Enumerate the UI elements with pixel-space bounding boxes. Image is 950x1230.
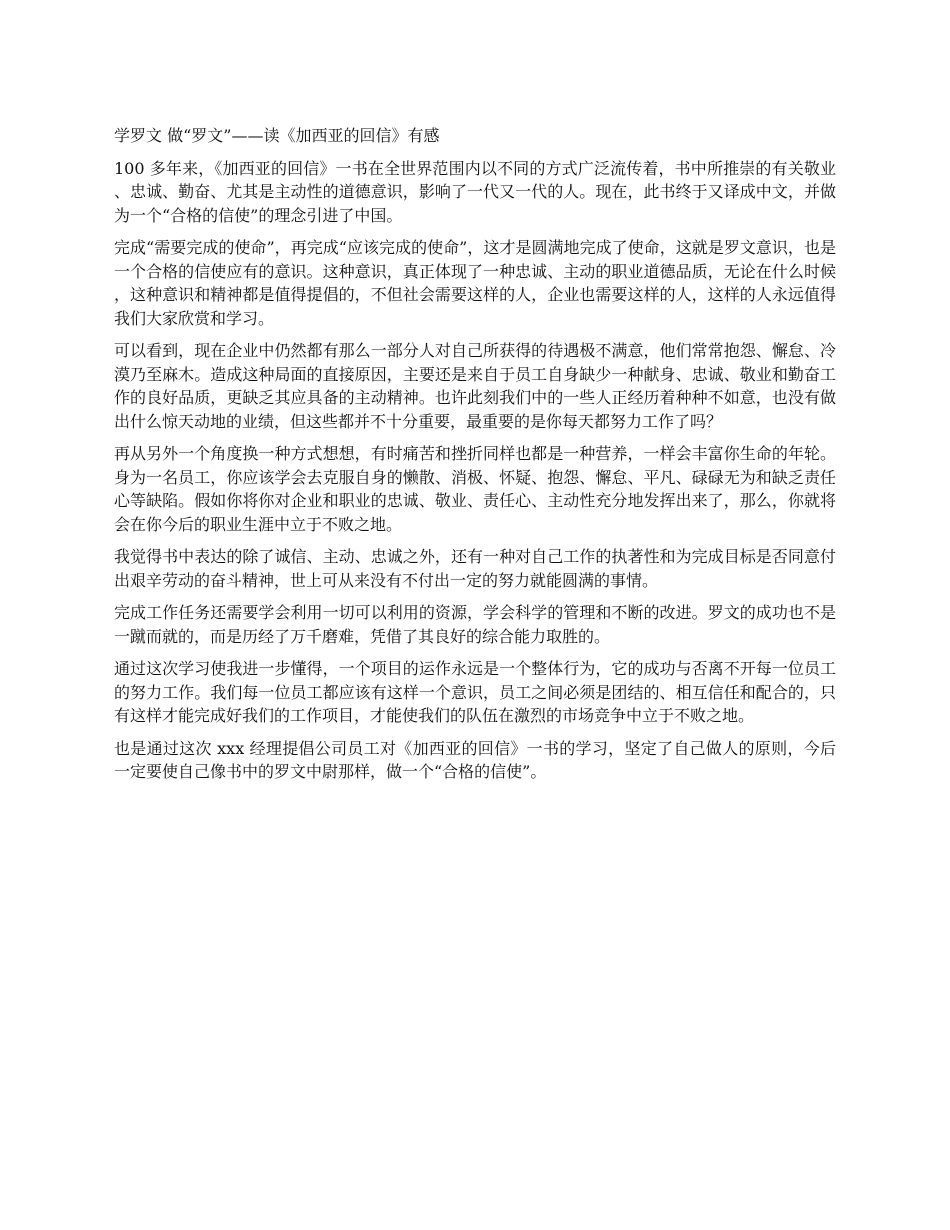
document-body [114,124,836,793]
paragraph-5: 我觉得书中表达的除了诚信、主动、忠诚之外，还有一种对自己工作的执著性和为完成目标是否同意付出艰辛劳动的奋斗精神，世上可从来没有不付出一定的努力就能圆满的事情。 [114,547,836,590]
paragraph-4: 再从另外一个角度换一种方式想想，有时痛苦和挫折同样也都是一种营养，一样会丰富你生命的年轮。身为一名员工，你应该学会去克服自身的懒散、消极、怀疑、抱怨、懈怠、平凡、碌碌无为和缺乏责任心等缺陷。假如你将你对企业和职业的忠诚、敬业、责任心、主动性充分地发挥出来了，那么，你就将会在你今后的职业生涯中立于不败之地。 [114,444,836,534]
paragraph-3: 可以看到，现在企业中仍然都有那么一部分人对自己所获得的待遇极不满意，他们常常抱怨、懈怠、冷漠乃至麻木。造成这种局面的直接原因，主要还是来自于员工自身缺少一种献身、忠诚、敬业和勤奋工作的良好品质，更缺乏其应具备的主动精神。也许此刻我们中的一些人正经历着种种不如意，也没有做出什么惊天动地的业绩，但这些都并不十分重要，最重要的是你每天都努力工作了吗？ [114,341,836,431]
paragraph-2: 完成“需要完成的使命”，再完成“应该完成的使命”，这才是圆满地完成了使命，这就是罗文意识，也是一个合格的信使应有的意识。这种意识，真正体现了一种忠诚、主动的职业道德品质，无论在什么时候，这种意识和精神都是值得提倡的，不但社会需要这样的人，企业也需要这样的人，这样的人永远值得我们大家欣赏和学习。 [114,238,836,328]
paragraph-6: 完成工作任务还需要学会利用一切可以利用的资源，学会科学的管理和不断的改进。罗文的成功也不是一蹴而就的，而是历经了万千磨难，凭借了其良好的综合能力取胜的。 [114,603,836,646]
paragraph-1: 100 多年来，《加西亚的回信》一书在全世界范围内以不同的方式广泛流传着，书中所推崇的有关敬业、忠诚、勤奋、尤其是主动性的道德意识，影响了一代又一代的人。现在，此书终于又译成中文，并做为一个“合格的信使”的理念引进了中国。 [114,158,836,225]
paragraph-7: 通过这次学习使我进一步懂得，一个项目的运作永远是一个整体行为，它的成功与否离不开每一位员工的努力工作。我们每一位员工都应该有这样一个意识，员工之间必须是团结的、相互信任和配合的，只有这样才能完成好我们的工作项目，才能使我们的队伍在激烈的市场竞争中立于不败之地。 [114,659,836,725]
document-title: 学罗文 做“罗文”——读《加西亚的回信》有感 [114,126,440,145]
paragraph-8: 也是通过这次 xxx 经理提倡公司员工对《加西亚的回信》一书的学习，坚定了自己做人的原则，今后一定要使自己像书中的罗文中尉那样，做一个“合格的信使”。 [114,738,836,781]
